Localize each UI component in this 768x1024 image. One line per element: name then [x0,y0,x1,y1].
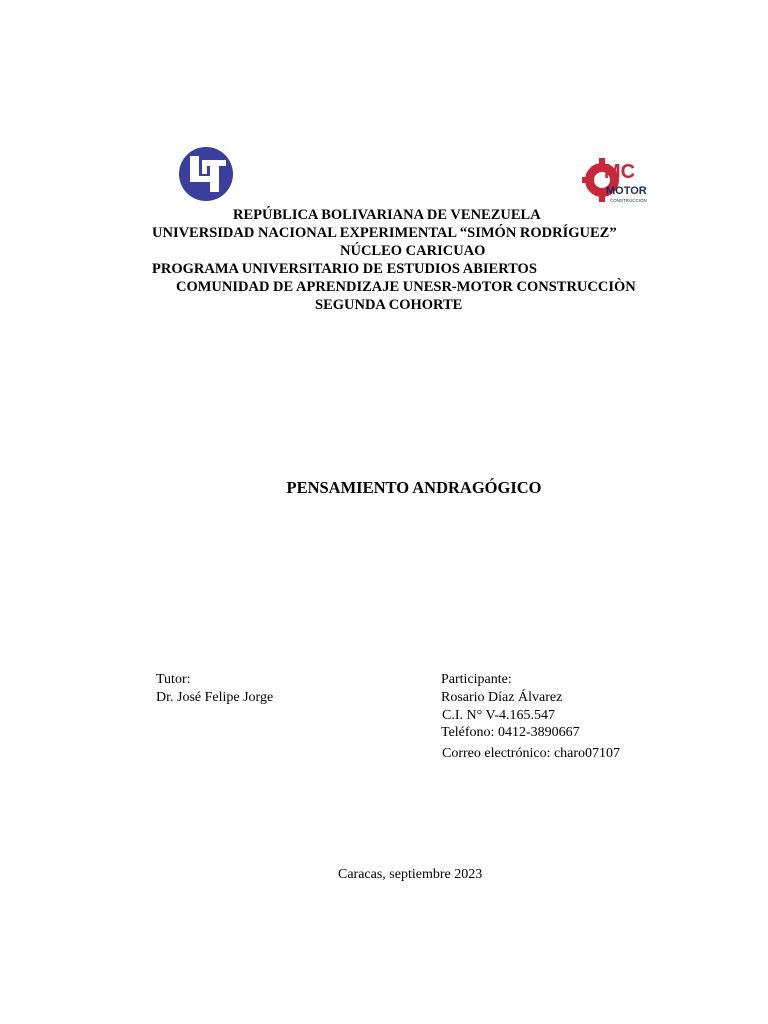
logo-motor-text: MOTOR [606,185,647,197]
participant-name: Rosario Díaz Álvarez [441,690,563,705]
header-line-5: COMUNIDAD DE APRENDIZAJE UNESR-MOTOR CONSTRUCCIÒN [176,279,636,295]
header-line-6: SEGUNDA COHORTE [315,297,463,313]
motor-construccion-logo-icon [582,154,656,214]
tutor-label: Tutor: [156,672,191,687]
university-logo-icon [176,146,236,202]
tutor-name: Dr. José Felipe Jorge [156,690,274,705]
header-line-2: UNIVERSIDAD NACIONAL EXPERIMENTAL “SIMÓN RODRÍGUEZ” [152,225,617,241]
logo-mc-text: MC [604,161,636,183]
participant-label: Participante: [441,672,512,687]
header-line-3: NÚCLEO CARICUAO [340,243,486,259]
header-line-4: PROGRAMA UNIVERSITARIO DE ESTUDIOS ABIERTOS [152,261,537,277]
participant-email: Correo electrónico: charo07107 [442,746,621,761]
place-date: Caracas, septiembre 2023 [338,867,483,882]
logo-construccion-text: CONSTRUCCIÓN [610,198,647,203]
document-title: PENSAMIENTO ANDRAGÓGICO [286,478,542,497]
participant-phone: Teléfono: 0412-3890667 [441,725,580,740]
participant-id: C.I. N° V-4.165.547 [442,708,555,723]
header-line-1: REPÚBLICA BOLIVARIANA DE VENEZUELA [233,207,541,223]
